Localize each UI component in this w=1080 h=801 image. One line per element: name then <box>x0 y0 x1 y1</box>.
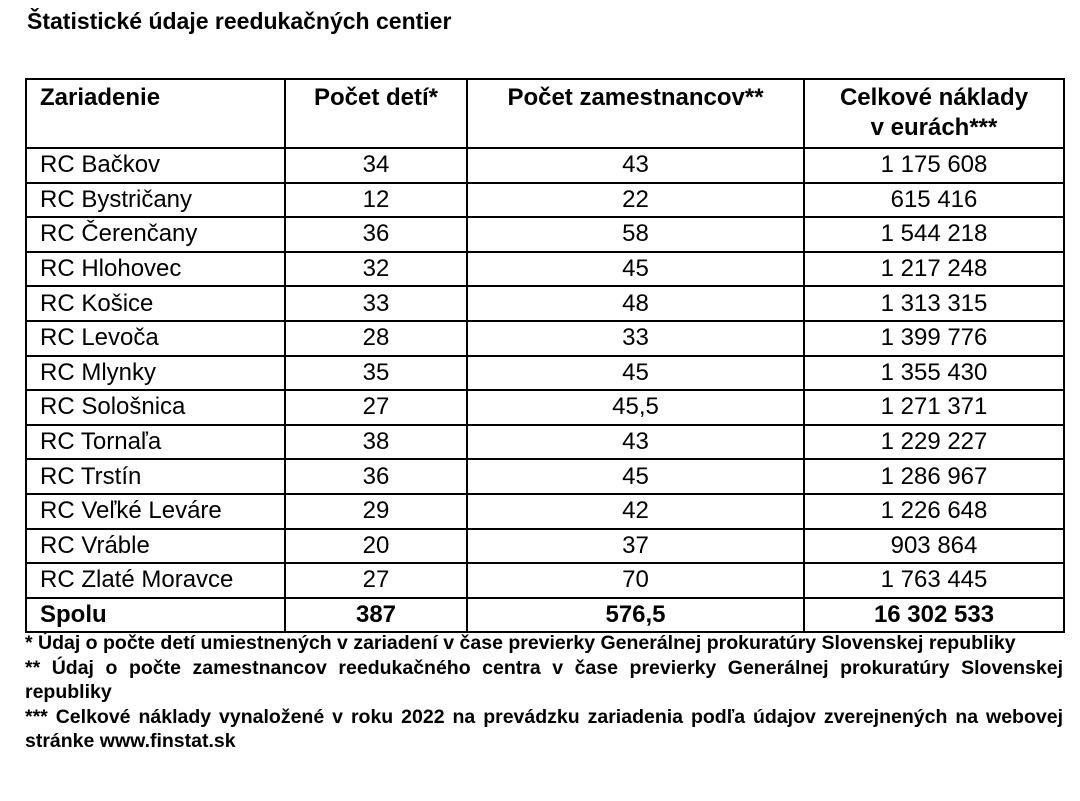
header-costs-line2: v eurách*** <box>870 114 998 141</box>
table-row <box>26 425 1064 460</box>
total-children: 387 <box>285 598 467 633</box>
cell-employees: 42 <box>467 494 804 529</box>
cell-costs: 1 271 371 <box>804 390 1064 425</box>
cell-facility: RC Veľké Leváre <box>26 494 285 529</box>
table-row <box>26 217 1064 252</box>
table-row <box>26 321 1064 356</box>
table-row <box>26 459 1064 494</box>
cell-facility: RC Mlynky <box>26 356 285 391</box>
document-title: Štatistické údaje reedukačných centier <box>27 8 452 34</box>
table-row <box>26 494 1064 529</box>
table-total-row <box>26 598 1064 633</box>
cell-costs: 1 286 967 <box>804 459 1064 494</box>
table-row <box>26 529 1064 564</box>
cell-facility: RC Tornaľa <box>26 425 285 460</box>
footnote-costs: *** Celkové náklady vynaložené v roku 2022 na prevádzku zariadenia podľa údajov zverejnených na webovej stránke www.finstat.sk <box>25 705 1063 752</box>
total-employees: 576,5 <box>467 598 804 633</box>
cell-facility: RC Zlaté Moravce <box>26 563 285 598</box>
cell-facility: RC Košice <box>26 286 285 321</box>
statistics-table <box>25 78 1065 633</box>
table-row <box>26 286 1064 321</box>
cell-children: 38 <box>285 425 467 460</box>
cell-costs: 1 399 776 <box>804 321 1064 356</box>
table-row <box>26 148 1064 183</box>
cell-facility: RC Bačkov <box>26 148 285 183</box>
cell-costs: 1 544 218 <box>804 217 1064 252</box>
cell-children: 36 <box>285 459 467 494</box>
cell-facility: RC Čerenčany <box>26 217 285 252</box>
cell-children: 35 <box>285 356 467 391</box>
cell-employees: 22 <box>467 183 804 218</box>
cell-children: 32 <box>285 252 467 287</box>
cell-employees: 48 <box>467 286 804 321</box>
cell-children: 33 <box>285 286 467 321</box>
cell-costs: 1 175 608 <box>804 148 1064 183</box>
cell-costs: 1 763 445 <box>804 563 1064 598</box>
cell-facility: RC Sološnica <box>26 390 285 425</box>
total-label: Spolu <box>26 598 285 633</box>
cell-facility: RC Bystričany <box>26 183 285 218</box>
cell-employees: 43 <box>467 148 804 183</box>
cell-children: 12 <box>285 183 467 218</box>
header-employees: Počet zamestnancov** <box>467 79 804 148</box>
total-costs: 16 302 533 <box>804 598 1064 633</box>
cell-costs: 1 217 248 <box>804 252 1064 287</box>
cell-facility: RC Hlohovec <box>26 252 285 287</box>
cell-children: 34 <box>285 148 467 183</box>
cell-children: 28 <box>285 321 467 356</box>
cell-employees: 58 <box>467 217 804 252</box>
cell-facility: RC Vráble <box>26 529 285 564</box>
cell-children: 36 <box>285 217 467 252</box>
cell-employees: 37 <box>467 529 804 564</box>
table-row <box>26 390 1064 425</box>
cell-costs: 903 864 <box>804 529 1064 564</box>
cell-children: 20 <box>285 529 467 564</box>
cell-costs: 615 416 <box>804 183 1064 218</box>
cell-employees: 45 <box>467 459 804 494</box>
table-header-row <box>26 79 1064 148</box>
header-costs <box>804 79 1064 148</box>
header-children: Počet detí* <box>285 79 467 148</box>
table-row <box>26 183 1064 218</box>
footnote-employees: ** Údaj o počte zamestnancov reedukačného centra v čase previerky Generálnej prokuratúry Slovenskej republiky <box>25 656 1063 703</box>
cell-employees: 43 <box>467 425 804 460</box>
footnote-children: * Údaj o počte detí umiestnených v zariadení v čase previerky Generálnej prokuratúry Slovenskej republiky <box>25 632 1016 654</box>
header-costs-line1: Celkové náklady <box>839 84 1029 111</box>
cell-employees: 45,5 <box>467 390 804 425</box>
table-body <box>26 148 1064 632</box>
cell-employees: 45 <box>467 252 804 287</box>
cell-employees: 33 <box>467 321 804 356</box>
cell-children: 29 <box>285 494 467 529</box>
cell-facility: RC Levoča <box>26 321 285 356</box>
cell-costs: 1 355 430 <box>804 356 1064 391</box>
table-row <box>26 563 1064 598</box>
cell-costs: 1 229 227 <box>804 425 1064 460</box>
footnotes <box>25 631 1063 754</box>
cell-costs: 1 313 315 <box>804 286 1064 321</box>
cell-facility: RC Trstín <box>26 459 285 494</box>
cell-employees: 45 <box>467 356 804 391</box>
table-row <box>26 252 1064 287</box>
table-row <box>26 356 1064 391</box>
cell-employees: 70 <box>467 563 804 598</box>
cell-children: 27 <box>285 390 467 425</box>
cell-costs: 1 226 648 <box>804 494 1064 529</box>
header-facility: Zariadenie <box>26 79 285 148</box>
cell-children: 27 <box>285 563 467 598</box>
